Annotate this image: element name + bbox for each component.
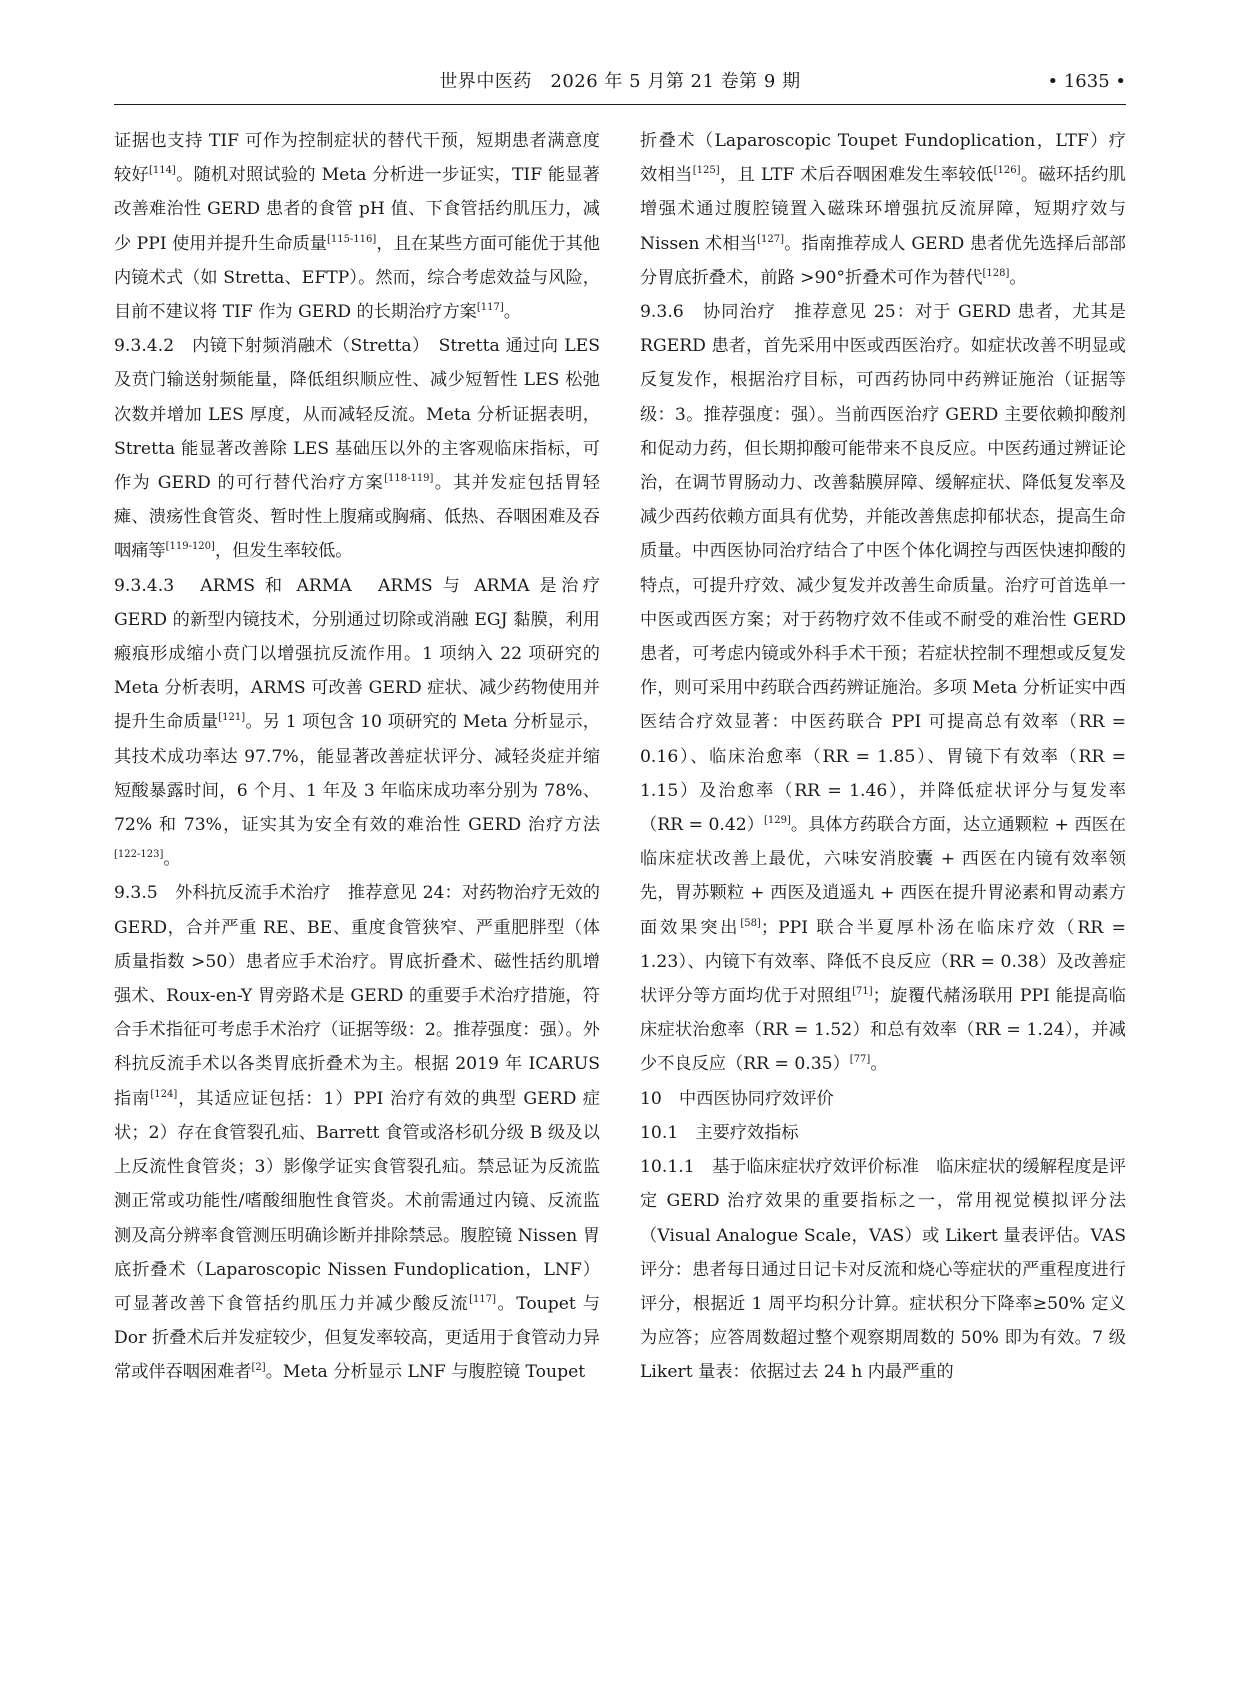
body-text: 。Toupet 与 Dor 折叠术后并发症较少，但复发率较高，更适用于食管动力异常或伴吞咽困难者 [114, 1293, 600, 1383]
section-10-heading: 10 中西医协同疗效评价 [640, 1088, 834, 1109]
section-9-3-4-3-arms-arma [114, 569, 600, 877]
section-10-1-heading: 10.1 主要疗效指标 [640, 1122, 799, 1143]
page-number: • 1635 • [1047, 71, 1126, 92]
header-rule [114, 104, 1126, 105]
body-text: 。 [870, 1054, 888, 1075]
body-text: 。磁环括约肌增强术通过腹腔镜置入磁珠环增强抗反流屏障，短期疗效与 Nissen 术相当 [640, 165, 1126, 254]
body-text: ；PPI 联合半夏厚朴汤在临床疗效（RR = 1.23）、内镜下有效率、降低不良反应（RR = 0.38）及改善症状评分等方面均优于对照组 [640, 917, 1126, 1007]
citation: [58] [740, 917, 761, 929]
body-text: 。指南推荐成人 GERD 患者优先选择后部部分胃底折叠术，前路 >90°折叠术可作为替代 [640, 233, 1126, 288]
body-text: 。Meta 分析显示 LNF 与腹腔镜 Toupet [265, 1362, 586, 1383]
section-9-3-4-2-stretta [114, 329, 600, 568]
body-text: 。其并发症包括胃轻瘫、溃疡性食管炎、暂时性上腹痛或胸痛、低热、吞咽困难及吞咽痛等 [114, 473, 600, 562]
body-text: ，且 LTF 术后吞咽困难发生率较低 [719, 165, 994, 186]
citation: [118-119] [384, 473, 434, 485]
body-text: ；旋覆代赭汤联用 PPI 能提高临床症状治愈率（RR = 1.52）和总有效率（RR = 1.24），并减少不良反应（RR = 0.35） [640, 986, 1126, 1075]
citation: [114] [148, 165, 176, 177]
citation: [2] [251, 1362, 266, 1374]
citation: [124] [150, 1088, 178, 1100]
section-9-3-6-combined-treatment [640, 295, 1126, 1082]
citation: [117] [469, 1293, 497, 1305]
citation: [125] [692, 165, 720, 177]
body-text: 9.3.4.2 内镜下射频消融术（Stretta） Stretta 通过向 LES 及贲门输送射频能量，降低组织顺应性、减少短暂性 LES 松弛次数并增加 LES 厚度，从而减轻反流。Meta 分析证据表明，Stretta 能显著改善除 LES 基础压以外的主客观临床指标，可作为 GERD 的可行替代治疗方案 [114, 336, 600, 494]
body-text: 折叠术（Laparoscopic Toupet Fundoplication，LTF）疗效相当 [640, 131, 1126, 186]
journal-issue-line: 世界中医药 2026 年 5 月第 21 卷第 9 期 [439, 71, 801, 92]
paragraph-fundoplication-continued [640, 124, 1126, 295]
body-text: ，且在某些方面可能优于其他内镜术式（如 Stretta、EFTP）。然而，综合考虑效益与风险，目前不建议将 TIF 作为 GERD 的长期治疗方案 [114, 233, 600, 323]
body-text: 。具体方药联合方面，达立通颗粒 + 西医在临床症状改善上最优，六味安消胶囊 + 西医在内镜有效率领先，胃苏颗粒 + 西医及逍遥丸 + 西医在提升胃泌素和胃动素方面效果突出 [640, 815, 1126, 938]
body-text: ，但发生率较低。 [214, 541, 353, 562]
section-9-3-5-surgery [114, 876, 600, 1389]
running-header [114, 62, 1126, 102]
citation: [117] [476, 302, 504, 314]
citation: [129] [763, 815, 791, 827]
paragraph-tif-evidence [114, 124, 600, 329]
body-text: 。 [163, 849, 181, 870]
left-column [114, 124, 600, 1390]
citation: [119-120] [165, 541, 215, 553]
body-text: ，其适应证包括：1）PPI 治疗有效的典型 GERD 症状；2）存在食管裂孔疝、Barrett 食管或洛杉矶分级 B 级及以上反流性食管炎；3）影像学证实食管裂孔疝。禁忌证为反流监测正常或功能性/嗜酸细胞性食管炎。术前需通过内镜、反流监测及高分辨率食管测压明确诊断并排除禁忌。腹腔镜 Nissen 胃底折叠术（Laparoscopic Nissen Fundoplication，LNF）可显著改善下食管括约肌压力并减少酸反流 [114, 1088, 600, 1314]
body-text: 。 [503, 302, 521, 323]
body-text: 证据也支持 TIF 可作为控制症状的替代干预，短期患者满意度较好 [114, 131, 600, 186]
citation: [115-116] [326, 233, 377, 245]
citation: [126] [993, 165, 1021, 177]
body-text: 9.3.4.3 ARMS 和 ARMA ARMS 与 ARMA 是治疗 GERD 的新型内镜技术，分别通过切除或消融 EGJ 黏膜，利用瘢痕形成缩小贲门以增强抗反流作用。1 项纳入 22 项研究的 Meta 分析表明，ARMS 可改善 GERD 症状、减少药物使用并提升生命质量 [114, 575, 600, 733]
body-text: 。另 1 项包含 10 项研究的 Meta 分析显示，其技术成功率达 97.7%，能显著改善症状评分、减轻炎症并缩短酸暴露时间，6 个月、1 年及 3 年临床成功率分别为 78%、72% 和 73%，证实其为安全有效的难治性 GERD 治疗方法 [114, 712, 600, 836]
citation: [121] [218, 712, 246, 724]
body-text: 9.3.6 协同治疗 推荐意见 25：对于 GERD 患者，尤其是 RGERD 患者，首先采用中医或西医治疗。如症状改善不明显或反复发作，根据治疗目标，可西药协同中药辨证施治（证据等级：3。推荐强度：强）。当前西医治疗 GERD 主要依赖抑酸剂和促动力药，但长期抑酸可能带来不良反应。中医药通过辨证论治，在调节胃肠动力、改善黏膜屏障、缓解症状、降低复发率及减少西药依赖方面具有优势，并能改善焦虑抑郁状态，提高生命质量。中西医协同治疗结合了中医个体化调控与西医快速抑酸的特点，可提升疗效、减少复发并改善生命质量。治疗可首选单一中医或西医方案；对于药物疗效不佳或不耐受的难治性 GERD 患者，可考虑内镜或外科手术干预；若症状控制不理想或反复发作，则可采用中药联合西药辨证施治。多项 Meta 分析证实中西医结合疗效显著：中医药联合 PPI 可提高总有效率（RR = 0.16）、临床治愈率（RR = 1.85）、胃镜下有效率（RR = 1.15）及治愈率（RR = 1.46），并降低症状评分与复发率（RR = 0.42） [640, 302, 1126, 836]
citation: [128] [982, 267, 1010, 279]
citation: [71] [852, 986, 873, 998]
citation: [77] [849, 1054, 871, 1066]
citation: [122-123] [114, 849, 164, 861]
body-text: 。 [1009, 267, 1027, 288]
body-text: 。随机对照试验的 Meta 分析进一步证实，TIF 能显著改善难治性 GERD 患者的食管 pH 值、下食管括约肌压力，减少 PPI 使用并提升生命质量 [114, 165, 600, 254]
right-column [640, 124, 1126, 1390]
section-10-1-1-paragraph: 10.1.1 基于临床症状疗效评价标准 临床症状的缓解程度是评定 GERD 治疗效果的重要指标之一，常用视觉模拟评分法（Visual Analogue Scale，VAS）或 Likert 量表评估。VAS 评分：患者每日通过日记卡对反流和烧心等症状的严重程度进行评分，根据近 1 周平均积分计算。症状积分下降率≥50% 定义为应答；应答周数超过整个观察期周数的 50% 即为有效。7 级 Likert 量表：依据过去 24 h 内最严重的 [640, 1157, 1126, 1383]
citation: [127] [757, 233, 785, 245]
body-text: 9.3.5 外科抗反流手术治疗 推荐意见 24：对药物治疗无效的 GERD，合并严重 RE、BE、重度食管狭窄、严重肥胖型（体质量指数 >50）患者应手术治疗。胃底折叠术、磁性括约肌增强术、Roux-en-Y 胃旁路术是 GERD 的重要手术治疗措施，符合手术指征可考虑手术治疗（证据等级：2。推荐强度：强）。外科抗反流手术以各类胃底折叠术为主。根据 2019 年 ICARUS 指南 [114, 883, 600, 1109]
